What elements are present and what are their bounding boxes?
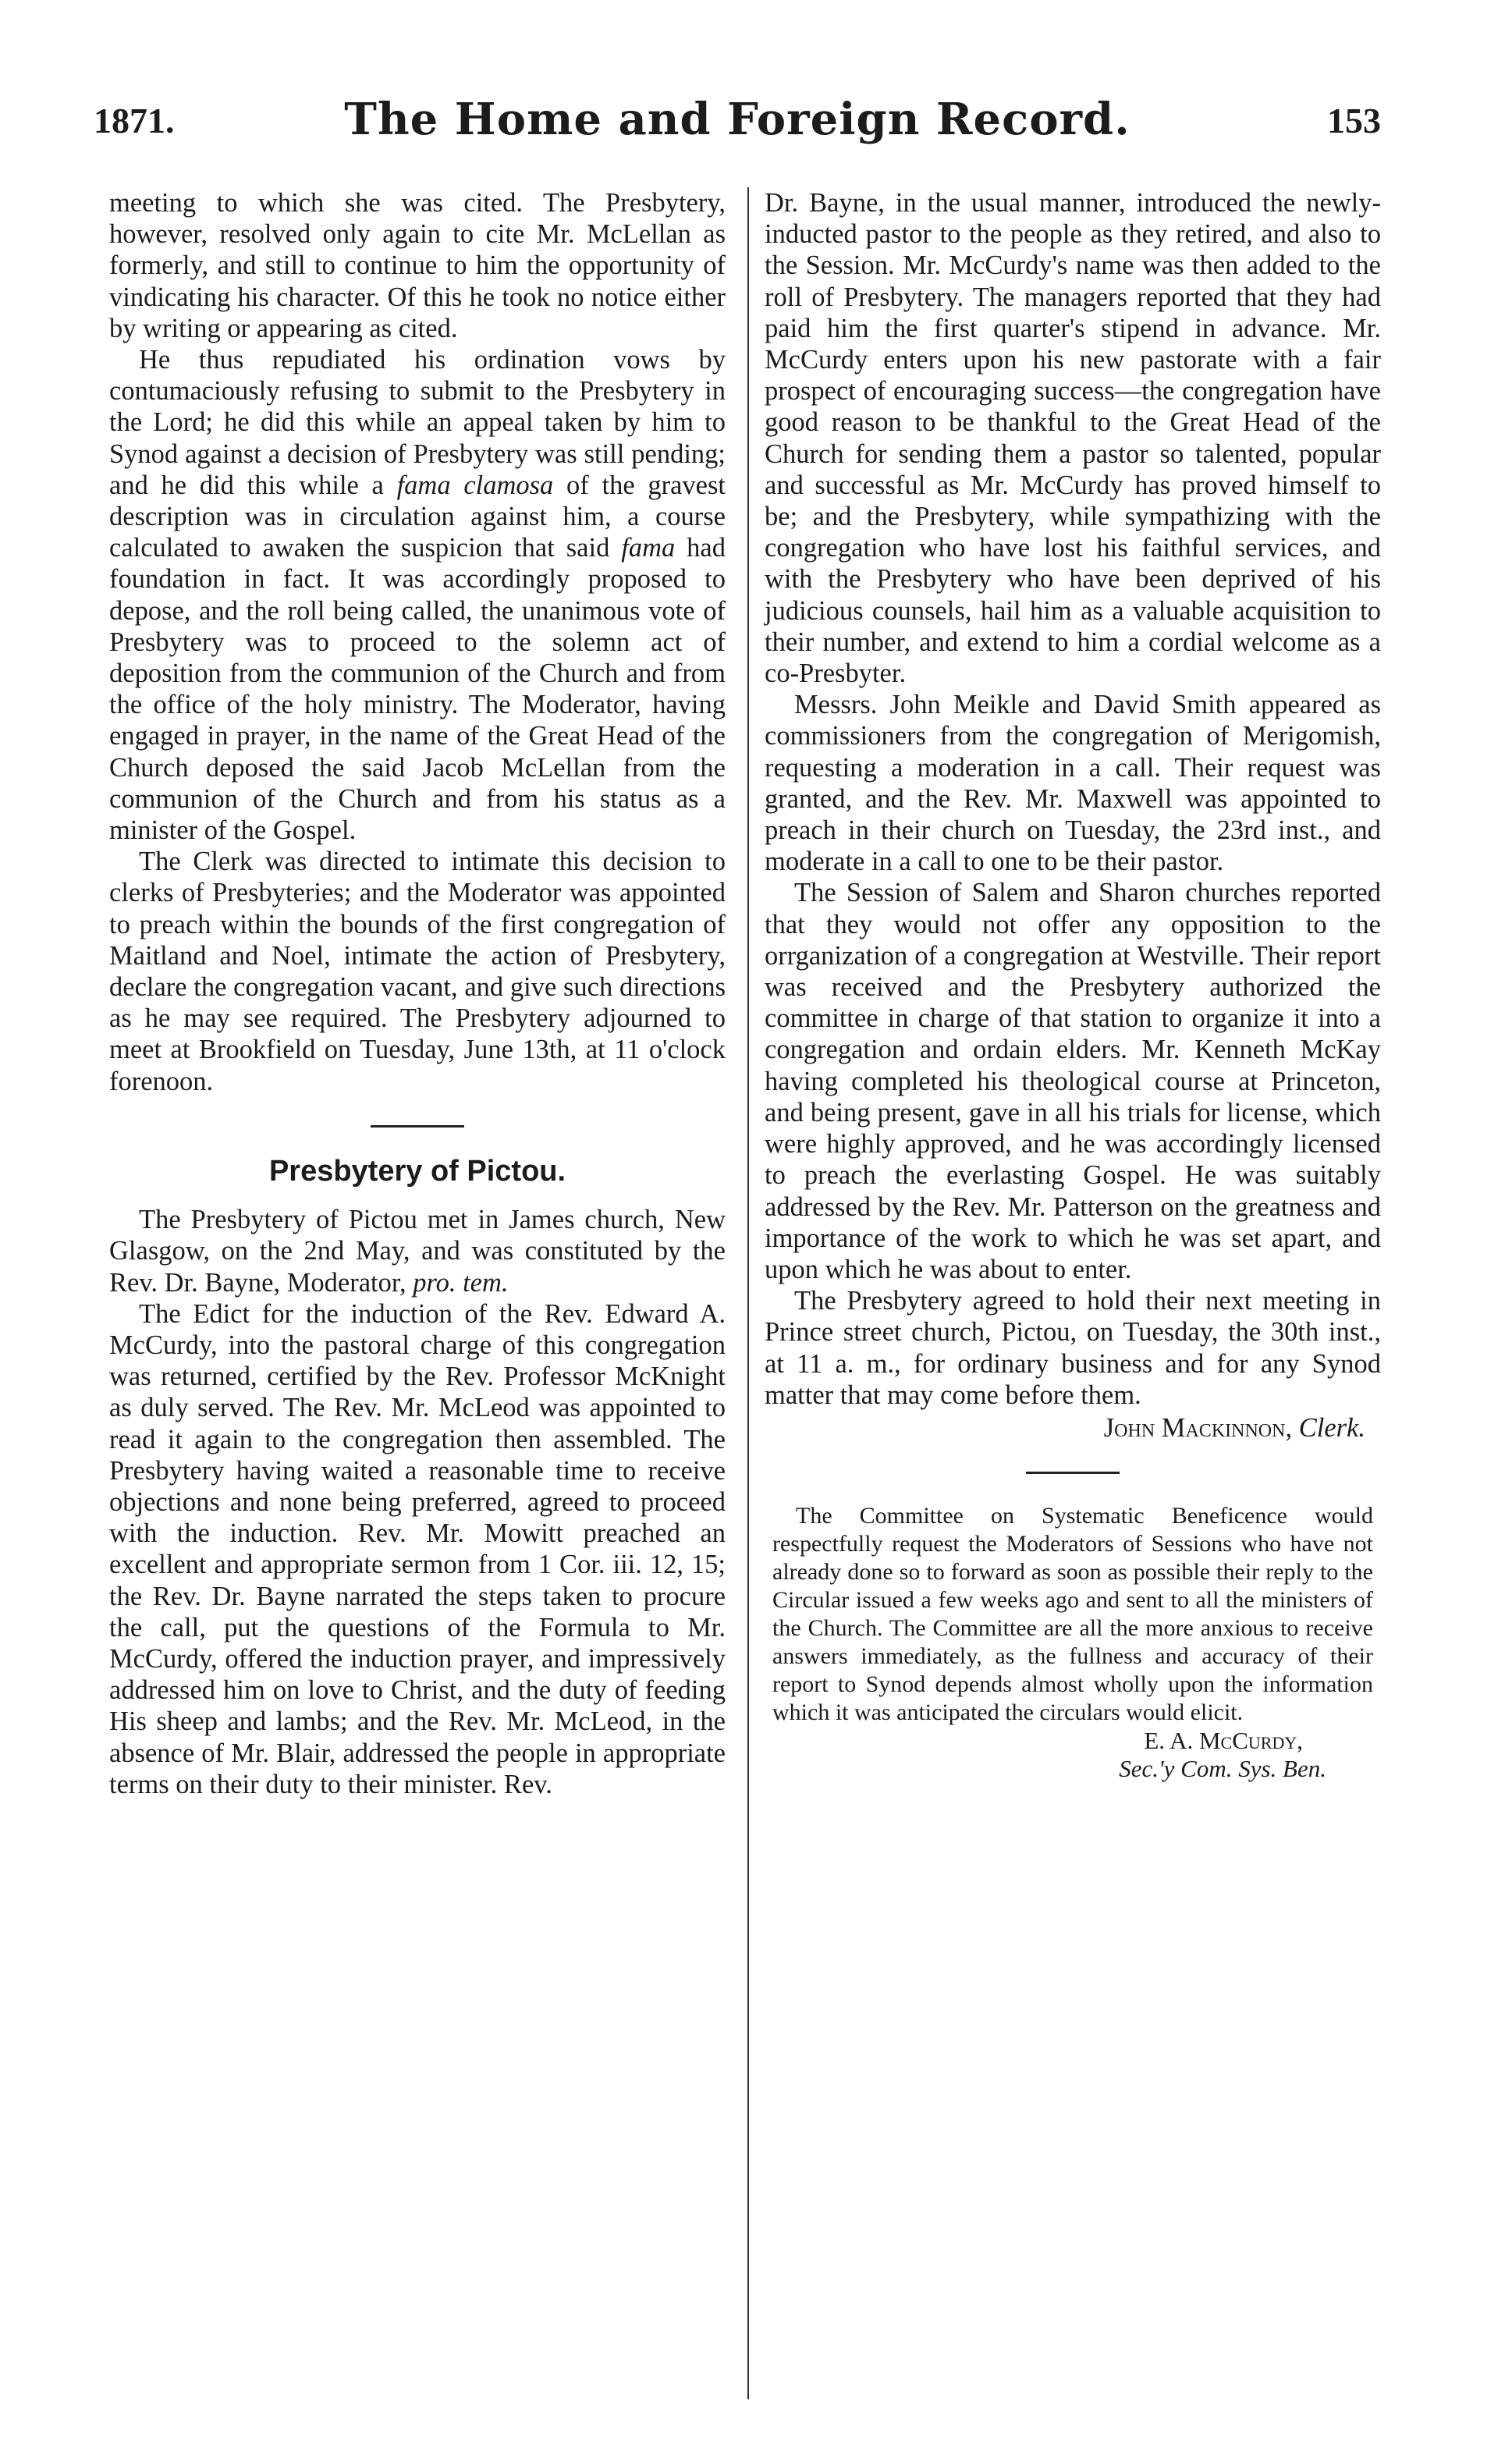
left-paragraph-3: The Clerk was directed to intimate this decision to clerks of Presbyteries; and the Moderator was appointed to preach within the bounds of the first congregation of Maitland and Noel, intimate the action of Presbytery, declare the congregation vacant, and give such directions as he may see required. The Presbytery adjourned to meet at Brookfield on Tuesday, June 13th, at 11 o'clock forenoon. bbox=[109, 847, 726, 1096]
clerk-signature bbox=[765, 1412, 1381, 1444]
page-header bbox=[94, 94, 1381, 148]
right-paragraph-4: The Presbytery agreed to hold their next meeting in Prince street church, Pictou, on Tuesday, the 30th inst., at 11 a. m., for ordinary business and for any Synod matter that may come before them. bbox=[765, 1286, 1381, 1410]
pro-tem-term: pro. tem. bbox=[413, 1267, 509, 1298]
notice-text: The Committee on Systematic Beneficence would respectfully request the Moderators of Sessions who have not already done so to forward as soon as possible their reply to the Circular issued a few weeks ago and sent to all the ministers of the Church. The Committee are all the more anxious to receive answers immediately, as the fullness and accuracy of their report to Synod depends almost wholly upon the information which it was anticipated the circulars would elicit. bbox=[772, 1503, 1373, 1726]
header-year: 1871. bbox=[94, 101, 175, 140]
section-title: Presbytery of Pictou. bbox=[268, 1154, 566, 1188]
section-separator-rule bbox=[371, 1125, 464, 1128]
left-paragraph-5: The Edict for the induction of the Rev. Edward A. McCurdy, into the pastoral charge of this congregation was returned, certified by the Rev. Professor McKnight as duly served. The Rev. Mr. McLeod was appointed to read it again to the congregation then assembled. The Presbytery having waited a reasonable time to receive objections and none being preferred, agreed to proceed with the induction. Rev. Mr. Mowitt preached an excellent and appropriate sermon from 1 Cor. iii. 12, 15; the Rev. Dr. Bayne narrated the steps taken to procure the call, put the questions of the Formula to Mr. McCurdy, offered the induction prayer, and impressively addressed him on love to Christ, and the duty of feeding His sheep and lambs; and the Rev. Mr. McLeod, in the absence of Mr. Blair, addressed the people in appropriate terms on their duty to their minister. Rev. bbox=[109, 1298, 726, 1799]
beneficence-notice bbox=[765, 1502, 1381, 1783]
right-column bbox=[765, 187, 1381, 1783]
left-column bbox=[109, 187, 726, 1800]
left-paragraph-2 bbox=[109, 344, 726, 846]
clerk-name: John Mackinnon, bbox=[1103, 1412, 1293, 1443]
column-divider bbox=[747, 187, 749, 2399]
right-paragraph-2: Messrs. John Meikle and David Smith appeared as commissioners from the congregation of Merigomish, requesting a moderation in a call. Their request was granted, and the Rev. Mr. Maxwell was appointed to preach in their church on Tuesday, the 23rd inst., and moderate in a call to one to be their pastor. bbox=[765, 690, 1381, 877]
right-paragraph-3: The Session of Salem and Sharon churches reported that they would not offer any opposition to the orrganization of a congregation at Westville. Their report was received and the Presbytery authorized the committee in charge of that station to organize it into a congregation and ordain elders. Mr. Kenneth McKay having completed his theological course at Princeton, and being present, gave in all his trials for license, which were highly approved, and he was accordingly licensed to preach the everlasting Gospel. He was suitably addressed by the Rev. Mr. Patterson on the greatness and importance of the work to which he was set apart, and upon which he was about to enter. bbox=[765, 878, 1381, 1284]
left-paragraph-4-text: The Presbytery of Pictou met in James church, New Glasgow, on the 2nd May, and was constituted by the Rev. Dr. Bayne, Moderator, bbox=[109, 1205, 726, 1298]
notice-signature-role: Sec.'y Com. Sys. Ben. bbox=[1119, 1755, 1326, 1783]
left-paragraph-2-part-b: of the gravest description was in circulation against him, a course calculated to awaken the suspicion that said bbox=[109, 470, 726, 563]
clerk-role: Clerk. bbox=[1298, 1412, 1365, 1443]
header-title: The Home and Foreign Record. bbox=[344, 94, 1130, 145]
left-paragraph-1: meeting to which she was cited. The Presbytery, however, resolved only again to cite Mr. McLellan as formerly, and still to continue to him the opportunity of vindicating his character. Of this he took no notice either by writing or appearing as cited. bbox=[109, 188, 726, 343]
notice-signature-name: E. A. McCurdy, bbox=[1144, 1727, 1303, 1755]
left-paragraph-2-part-c: had foundation in fact. It was accordingly proposed to depose, and the roll being called, the unanimous vote of Presbytery was to proceed to the solemn act of deposition from the communion of the Church and from the office of the holy ministry. The Moderator, having engaged in prayer, in the name of the Great Head of the Church deposed the said Jacob McLellan from the communion of the Church and from his status as a minister of the Gospel. bbox=[109, 533, 726, 846]
left-paragraph-2-part-a: He thus repudiated his ordination vows by contumaciously refusing to submit to the Presbytery in the Lord; he did this while an appeal taken by him to Synod against a decision of Presbytery was still pending; and he did this while a bbox=[109, 345, 726, 500]
fama-clamosa-term: fama clamosa bbox=[396, 470, 554, 500]
left-paragraph-4 bbox=[109, 1204, 726, 1298]
fama-term: fama bbox=[621, 533, 676, 563]
right-paragraph-1: Dr. Bayne, in the usual manner, introduced the newly-inducted pastor to the people as they retired, and also to the Session. Mr. McCurdy's name was then added to the roll of Presbytery. The managers reported that they had paid him the first quarter's stipend in advance. Mr. McCurdy enters upon his new pastorate with a fair prospect of encouraging success—the congregation have good reason to be thankful to the Great Head of the Church for sending them a pastor so talented, popular and successful as Mr. McCurdy has proved himself to be; and the Presbytery, while sympathizing with the congregation who have lost his faithful services, and with the Presbytery who have been deprived of his judicious counsels, hail him as a valuable acquisition to their number, and extend to him a cordial welcome as a co-Presbyter. bbox=[765, 188, 1381, 689]
header-page-number: 153 bbox=[1327, 101, 1381, 140]
notice-separator-rule bbox=[1026, 1472, 1120, 1474]
